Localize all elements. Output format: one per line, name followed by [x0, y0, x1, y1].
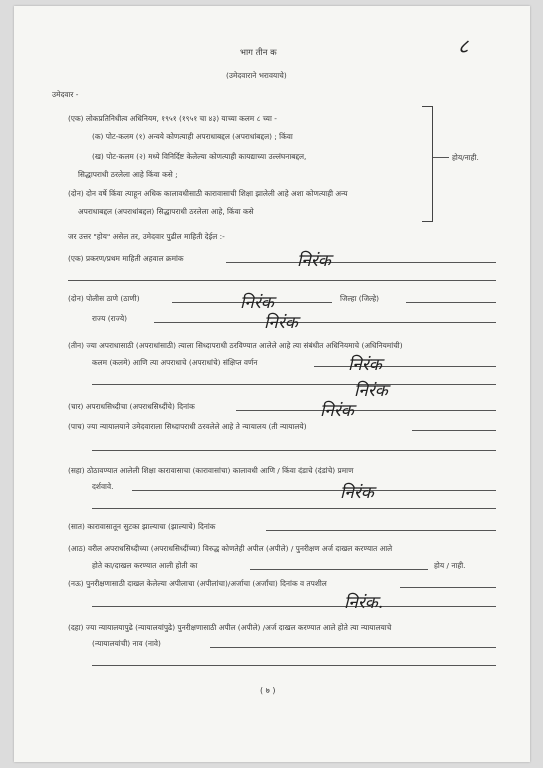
item-6-answer: निरंक [340, 483, 374, 503]
page-number: ( ७ ) [260, 686, 276, 695]
clause-2a: (दोन) दोन वर्षे किंवा त्याहून अधिक कालावधीसाठी कारावासाची शिक्षा झालेली आहे अशा कोणत्याही अन्य [68, 189, 348, 198]
item-1-label: (एक) प्रकरण/प्रथम माहिती अहवाल क्रमांक [68, 254, 184, 263]
item-5-field[interactable] [412, 430, 496, 431]
item-4-label: (चार) अपराधसिध्दीचा (अपराधसिध्दींचे) दिनांक [68, 402, 195, 411]
item-9-answer: निरंक. [344, 593, 384, 613]
item-9-field[interactable] [400, 587, 496, 588]
clause-1a: (क) पोट-कलम (१) अन्वये कोणत्याही अपराधाबद्दल (अपराधांबद्दल) ; किंवा [92, 132, 293, 141]
item-2-state-field[interactable] [154, 322, 496, 323]
item-10-field[interactable] [210, 647, 496, 648]
item-10-label: (दहा) ज्या न्यायालयापुढे (न्यायालयांपुढे) पुनरीक्षणासाठी अपील (अपीले) /अर्ज दाखल करण्यात आले होते त्या न्यायालयाचे [68, 623, 392, 632]
item-8-label: (आठ) वरील अपराधसिध्दीच्या (अपराधसिध्दींच्या) विरुद्ध कोणतेही अपील (अपीले) / पुनरीक्षण अर्ज दाखल करण्यात आले [68, 544, 393, 553]
item-6-label: (सहा) ठोठावण्यात आलेली शिक्षा कारावासाचा (कारावासांचा) कालावधी आणि / किंवा दंडाचे (दंडांचे) प्रमाण [68, 466, 354, 475]
item-6-field[interactable] [132, 490, 496, 491]
intro-text: जर उत्तर "होय" असेल तर, उमेदवार पुढील माहिती देईल :- [68, 232, 225, 241]
candidate-label: उमेदवार - [52, 90, 79, 99]
item-3-answer: निरंक [348, 355, 382, 375]
item-6-note: दर्शवावे. [92, 482, 114, 491]
item-4-answer-top: निरंक [354, 381, 388, 401]
item-5-label: (पाच) ज्या न्यायालयाने उमेदवाराला सिध्दापराधी ठरवलेले आहे ते न्यायालय (ती न्यायालये) [68, 422, 307, 431]
page-mark: ८ [458, 34, 469, 58]
item-7-field[interactable] [266, 530, 496, 531]
clause-1b: (ख) पोट-कलम (२) मध्ये विनिर्दिष्ट केलेल्या कोणत्याही कायद्याच्या उल्लंघनाबद्दल, [92, 152, 307, 161]
item-2-state-label: राज्य (राज्ये) [92, 314, 128, 323]
item-8-question: होते का/दाखल करण्यात आली होती का [92, 561, 198, 570]
form-page [14, 6, 530, 762]
item-8-field[interactable] [250, 569, 428, 570]
clause-2b: अपराधाबद्दल (अपराधांबद्दल) सिद्धापराधी ठरलेला आहे, किंवा कसे [78, 207, 254, 216]
item-4-field[interactable] [236, 410, 496, 411]
item-3-desc-label: कलम (कलमे) आणि त्या अपराधाचे (अपराधांचे) संक्षिप्त वर्णन [92, 358, 258, 367]
form-subtitle: (उमेदवाराने भरावयाचे) [226, 71, 287, 80]
yes-no-answer: होय/नाही. [452, 153, 479, 162]
clause-bracket [422, 106, 433, 222]
item-1-field[interactable] [226, 262, 496, 263]
part-title: भाग तीन क [240, 48, 277, 58]
item-3-label: (तीन) ज्या अपराधासाठी (अपराधांसाठी) त्याला सिध्दापराधी ठरविण्यात आलेले आहे त्या संबंधीत अधिनियमाचे (अधिनियमांची) [68, 341, 403, 350]
item-1-answer: निरंक [297, 251, 331, 271]
item-2-district-field[interactable] [406, 302, 496, 303]
clause-1: (एक) लोकप्रतिनिधीत्व अधिनियम, १९५१ (१९५१ चा ४३) याच्या कलम ८ च्या - [68, 114, 277, 123]
clause-1c: सिद्धापराधी ठरलेला आहे किंवा कसे ; [78, 170, 178, 179]
item-7-label: (सात) कारावासातून सुटका झाल्याचा (झाल्याचे) दिनांक [68, 522, 216, 531]
item-8-answer-options: होय / नाही. [434, 561, 466, 570]
item-10-court-label: (न्यायालयांची) नाव (नावे) [92, 639, 161, 648]
item-4-answer: निरंक [320, 401, 354, 421]
item-2-answer: निरंक [240, 293, 274, 313]
item-9-label: (नऊ) पुनरीक्षणासाठी दाखल केलेल्या अपीलाचा (अपीलांचा)/अर्जाचा (अर्जांचा) दिनांक व तपशील [68, 579, 327, 588]
item-2-district-label: जिल्हा (जिल्हे) [340, 294, 380, 303]
item-3-field[interactable] [314, 366, 496, 367]
item-2-state-answer: निरंक [264, 313, 298, 333]
item-2-label: (दोन) पोलीस ठाणे (ठाणी) [68, 294, 140, 303]
